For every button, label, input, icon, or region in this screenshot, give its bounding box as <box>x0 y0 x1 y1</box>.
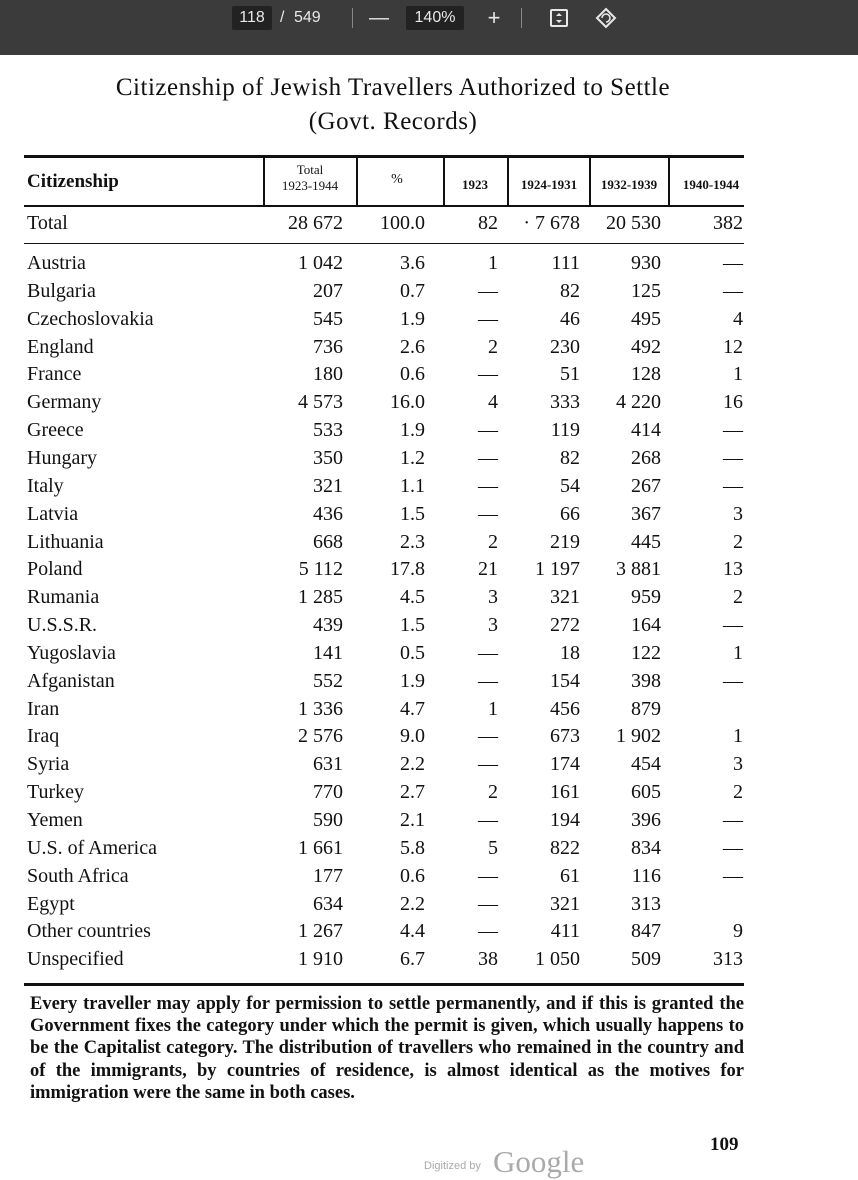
row-1923: — <box>478 503 498 525</box>
row-1923: 4 <box>488 391 498 413</box>
row-1932-1939: 367 <box>631 503 661 525</box>
row-name: Poland <box>27 558 83 580</box>
table-row <box>0 586 858 614</box>
row-total: 439 <box>313 614 343 636</box>
row-name: U.S. of America <box>27 837 157 859</box>
page-separator: / <box>280 9 285 26</box>
row-1940-1944: 2 <box>733 586 743 608</box>
table-row <box>0 809 858 837</box>
row-percent: 4.4 <box>400 920 425 942</box>
row-percent: 6.7 <box>400 948 425 970</box>
table-row <box>0 336 858 364</box>
table-row <box>0 503 858 531</box>
digitized-label: Digitized by <box>424 1160 481 1172</box>
row-percent: 0.7 <box>400 280 425 302</box>
row-total: 590 <box>313 809 343 831</box>
row-1924-1931: · 7 678 <box>523 212 580 234</box>
row-1924-1931: 411 <box>550 920 580 942</box>
row-1932-1939: 930 <box>631 252 661 274</box>
row-percent: 1.5 <box>400 614 425 636</box>
row-1924-1931: 333 <box>550 391 580 413</box>
table-row <box>0 614 858 642</box>
row-total: 177 <box>313 865 343 887</box>
row-1924-1931: 61 <box>560 865 580 887</box>
page-number-input[interactable]: 118 <box>232 6 272 30</box>
row-1932-1939: 268 <box>631 447 661 469</box>
row-1923: 38 <box>478 948 498 970</box>
row-1923: — <box>478 280 498 302</box>
table-row <box>0 363 858 391</box>
row-total: 1 285 <box>298 586 343 608</box>
row-1940-1944: 313 <box>713 948 743 970</box>
row-1932-1939: 454 <box>631 753 661 775</box>
row-1923: — <box>478 753 498 775</box>
row-name: South Africa <box>27 865 129 887</box>
table-row <box>0 725 858 753</box>
row-1932-1939: 414 <box>631 419 661 441</box>
row-1940-1944: 1 <box>733 725 743 747</box>
row-total: 634 <box>313 893 343 915</box>
row-1924-1931: 174 <box>550 753 580 775</box>
table-row <box>0 781 858 809</box>
row-1940-1944: — <box>723 447 743 469</box>
row-1932-1939: 396 <box>631 809 661 831</box>
table-row <box>0 837 858 865</box>
table-row <box>0 753 858 781</box>
row-total: 545 <box>313 308 343 330</box>
row-1923: 21 <box>478 558 498 580</box>
table-row <box>0 865 858 893</box>
table-row <box>0 280 858 308</box>
row-1940-1944: 2 <box>733 781 743 803</box>
row-name: Austria <box>27 252 86 274</box>
row-1940-1944: 1 <box>733 642 743 664</box>
row-1940-1944: 3 <box>733 503 743 525</box>
row-total: 4 573 <box>298 391 343 413</box>
row-1940-1944: 3 <box>733 753 743 775</box>
row-name: Germany <box>27 391 102 413</box>
row-1932-1939: 125 <box>631 280 661 302</box>
row-1932-1939: 267 <box>631 475 661 497</box>
row-percent: 2.2 <box>400 893 425 915</box>
row-name: Rumania <box>27 586 100 608</box>
row-1940-1944: 16 <box>723 391 743 413</box>
row-percent: 0.6 <box>400 865 425 887</box>
row-1940-1944: 13 <box>723 558 743 580</box>
row-1940-1944: 12 <box>723 336 743 358</box>
column-divider <box>443 158 445 205</box>
row-1932-1939: 492 <box>631 336 661 358</box>
row-1923: 3 <box>488 614 498 636</box>
table-row <box>0 419 858 447</box>
row-1923: — <box>478 475 498 497</box>
table-row <box>0 558 858 586</box>
row-1924-1931: 82 <box>560 280 580 302</box>
row-1923: 3 <box>488 586 498 608</box>
row-total: 141 <box>313 642 343 664</box>
page-total: 549 <box>294 9 321 26</box>
row-percent: 2.2 <box>400 753 425 775</box>
row-1924-1931: 154 <box>550 670 580 692</box>
row-1923: 2 <box>488 336 498 358</box>
row-name: Syria <box>27 753 70 775</box>
row-1932-1939: 3 881 <box>616 558 661 580</box>
row-1924-1931: 18 <box>560 642 580 664</box>
row-1940-1944: — <box>723 280 743 302</box>
table-row <box>0 948 858 976</box>
row-1940-1944: — <box>723 252 743 274</box>
row-name: Iraq <box>27 725 60 747</box>
row-name: Yemen <box>27 809 83 831</box>
row-1924-1931: 673 <box>550 725 580 747</box>
google-watermark: Google <box>493 1144 585 1179</box>
row-1923: 2 <box>488 531 498 553</box>
row-percent: 9.0 <box>400 725 425 747</box>
row-total: 436 <box>313 503 343 525</box>
row-1924-1931: 194 <box>550 809 580 831</box>
row-1932-1939: 128 <box>631 363 661 385</box>
row-1932-1939: 847 <box>631 920 661 942</box>
rotate-icon[interactable] <box>593 6 619 30</box>
row-1923: 82 <box>478 212 498 234</box>
row-1932-1939: 20 530 <box>606 212 661 234</box>
table-top-rule <box>24 155 744 158</box>
row-total: 2 576 <box>298 725 343 747</box>
header-total-label: Total <box>296 162 324 177</box>
row-name: Other countries <box>27 920 151 942</box>
row-1924-1931: 822 <box>550 837 580 859</box>
row-name: Latvia <box>27 503 79 525</box>
row-1924-1931: 456 <box>550 698 580 720</box>
row-name: France <box>27 363 82 385</box>
row-total: 631 <box>313 753 343 775</box>
row-name: Lithuania <box>27 531 104 553</box>
table-total-rule <box>24 243 744 244</box>
header-total <box>268 162 352 194</box>
row-name: Total <box>27 212 68 234</box>
row-total: 350 <box>313 447 343 469</box>
row-percent: 2.1 <box>400 809 425 831</box>
row-1932-1939: 959 <box>631 586 661 608</box>
row-name: Afganistan <box>27 670 115 692</box>
row-1923: 5 <box>488 837 498 859</box>
row-total: 1 661 <box>298 837 343 859</box>
toolbar-divider <box>521 8 522 28</box>
row-total: 321 <box>313 475 343 497</box>
row-name: Unspecified <box>27 948 124 970</box>
row-1924-1931: 46 <box>560 308 580 330</box>
row-name: Hungary <box>27 447 97 469</box>
row-name: U.S.S.R. <box>27 614 98 636</box>
row-percent: 4.7 <box>400 698 425 720</box>
row-1940-1944: — <box>723 809 743 831</box>
row-1940-1944: 2 <box>733 531 743 553</box>
row-name: Egypt <box>27 893 75 915</box>
row-total: 1 042 <box>298 252 343 274</box>
row-1940-1944: — <box>723 865 743 887</box>
row-1940-1944: 9 <box>733 920 743 942</box>
header-total-range: 1923-1944 <box>281 178 339 193</box>
row-percent: 3.6 <box>400 252 425 274</box>
row-percent: 0.6 <box>400 363 425 385</box>
row-1932-1939: 1 902 <box>616 725 661 747</box>
row-total: 533 <box>313 419 343 441</box>
row-1923: — <box>478 865 498 887</box>
row-1940-1944: 4 <box>733 308 743 330</box>
row-total: 1 336 <box>298 698 343 720</box>
row-percent: 2.3 <box>400 531 425 553</box>
header-citizenship: Citizenship <box>27 171 119 192</box>
row-1923: — <box>478 920 498 942</box>
zoom-out-button[interactable]: — <box>369 7 389 29</box>
row-1940-1944: — <box>723 670 743 692</box>
table-row <box>0 670 858 698</box>
row-1924-1931: 1 050 <box>535 948 580 970</box>
row-1923: — <box>478 725 498 747</box>
document-subtitle: (Govt. Records) <box>308 108 478 135</box>
row-1924-1931: 1 197 <box>535 558 580 580</box>
row-total: 1 267 <box>298 920 343 942</box>
row-1932-1939: 605 <box>631 781 661 803</box>
row-1924-1931: 111 <box>551 252 580 274</box>
row-1940-1944: — <box>723 614 743 636</box>
row-1924-1931: 119 <box>550 419 580 441</box>
header-1924-1931: 1924-1931 <box>520 177 578 192</box>
row-1932-1939: 509 <box>631 948 661 970</box>
column-divider <box>356 158 358 205</box>
row-1923: — <box>478 809 498 831</box>
row-1923: — <box>478 419 498 441</box>
row-1923: — <box>478 363 498 385</box>
row-1924-1931: 321 <box>550 893 580 915</box>
row-total: 5 112 <box>298 558 343 580</box>
header-1923: 1923 <box>462 177 488 192</box>
table-row-total <box>0 212 858 240</box>
row-name: Turkey <box>27 781 85 803</box>
table-header-rule <box>24 205 744 207</box>
row-1924-1931: 51 <box>560 363 580 385</box>
row-1940-1944: — <box>723 419 743 441</box>
row-1923: — <box>478 308 498 330</box>
header-percent: % <box>391 172 403 187</box>
zoom-level-input[interactable]: 140% <box>406 6 464 30</box>
row-1940-1944: 1 <box>733 363 743 385</box>
table-row <box>0 308 858 336</box>
row-1924-1931: 82 <box>560 447 580 469</box>
table-bottom-rule <box>24 983 744 986</box>
row-percent: 5.8 <box>400 837 425 859</box>
row-total: 28 672 <box>288 212 343 234</box>
row-percent: 1.2 <box>400 447 425 469</box>
row-1932-1939: 164 <box>631 614 661 636</box>
row-1932-1939: 122 <box>631 642 661 664</box>
row-name: Italy <box>27 475 64 497</box>
table-row <box>0 920 858 948</box>
row-total: 770 <box>313 781 343 803</box>
row-1923: 1 <box>488 698 498 720</box>
row-percent: 1.9 <box>400 670 425 692</box>
row-1932-1939: 116 <box>631 865 661 887</box>
row-percent: 4.5 <box>400 586 425 608</box>
row-1932-1939: 313 <box>631 893 661 915</box>
row-percent: 17.8 <box>390 558 425 580</box>
row-percent: 16.0 <box>390 391 425 413</box>
row-1924-1931: 272 <box>550 614 580 636</box>
table-row <box>0 698 858 726</box>
row-percent: 1.5 <box>400 503 425 525</box>
row-name: Bulgaria <box>27 280 96 302</box>
row-1940-1944: 382 <box>713 212 743 234</box>
row-1932-1939: 879 <box>631 698 661 720</box>
row-1924-1931: 161 <box>550 781 580 803</box>
header-1940-1944: 1940-1944 <box>682 177 740 192</box>
row-1923: 1 <box>488 252 498 274</box>
row-name: Yugoslavia <box>27 642 116 664</box>
page-number: 109 <box>710 1134 739 1155</box>
row-total: 552 <box>313 670 343 692</box>
row-1924-1931: 219 <box>550 531 580 553</box>
row-total: 180 <box>313 363 343 385</box>
row-percent: 1.9 <box>400 308 425 330</box>
row-total: 1 910 <box>298 948 343 970</box>
pdf-toolbar <box>0 0 858 55</box>
row-name: Czechoslovakia <box>27 308 154 330</box>
row-name: Greece <box>27 419 84 441</box>
table-row <box>0 447 858 475</box>
row-1932-1939: 398 <box>631 670 661 692</box>
table-row <box>0 893 858 921</box>
row-1923: — <box>478 447 498 469</box>
row-percent: 2.7 <box>400 781 425 803</box>
row-percent: 1.1 <box>400 475 425 497</box>
row-1932-1939: 495 <box>631 308 661 330</box>
row-1940-1944: — <box>723 475 743 497</box>
fit-page-icon[interactable] <box>549 8 569 28</box>
table-row <box>0 252 858 280</box>
toolbar-divider <box>352 8 353 28</box>
row-name: England <box>27 336 94 358</box>
header-1932-1939: 1932-1939 <box>600 177 658 192</box>
document-title: Citizenship of Jewish Travellers Authorized to Settle <box>115 74 671 101</box>
zoom-in-button[interactable]: + <box>487 5 501 30</box>
row-total: 668 <box>313 531 343 553</box>
row-1924-1931: 54 <box>560 475 580 497</box>
row-1924-1931: 321 <box>550 586 580 608</box>
row-percent: 1.9 <box>400 419 425 441</box>
row-1940-1944: — <box>723 837 743 859</box>
row-percent: 2.6 <box>400 336 425 358</box>
row-name: Iran <box>27 698 60 720</box>
footnote-paragraph: Every traveller may apply for permission to settle permanently, and if this is granted the Government fixes the category under which the permit is given, which usually happens to be the Capitalist category. The distribution of travellers who remained in the country and of the immigrants, by countries of residence, is almost identical as the motives for immigration were the same in both cases. <box>30 994 744 1103</box>
row-1923: — <box>478 670 498 692</box>
table-row <box>0 391 858 419</box>
table-row <box>0 531 858 559</box>
row-percent: 100.0 <box>380 212 425 234</box>
column-divider <box>263 158 265 205</box>
row-1924-1931: 230 <box>550 336 580 358</box>
row-1932-1939: 445 <box>631 531 661 553</box>
row-1924-1931: 66 <box>560 503 580 525</box>
row-1923: — <box>478 642 498 664</box>
row-percent: 0.5 <box>400 642 425 664</box>
column-divider <box>668 158 670 205</box>
row-1923: — <box>478 893 498 915</box>
row-total: 736 <box>313 336 343 358</box>
row-1932-1939: 834 <box>631 837 661 859</box>
table-row <box>0 642 858 670</box>
table-row <box>0 475 858 503</box>
row-1932-1939: 4 220 <box>616 391 661 413</box>
row-total: 207 <box>313 280 343 302</box>
row-1923: 2 <box>488 781 498 803</box>
